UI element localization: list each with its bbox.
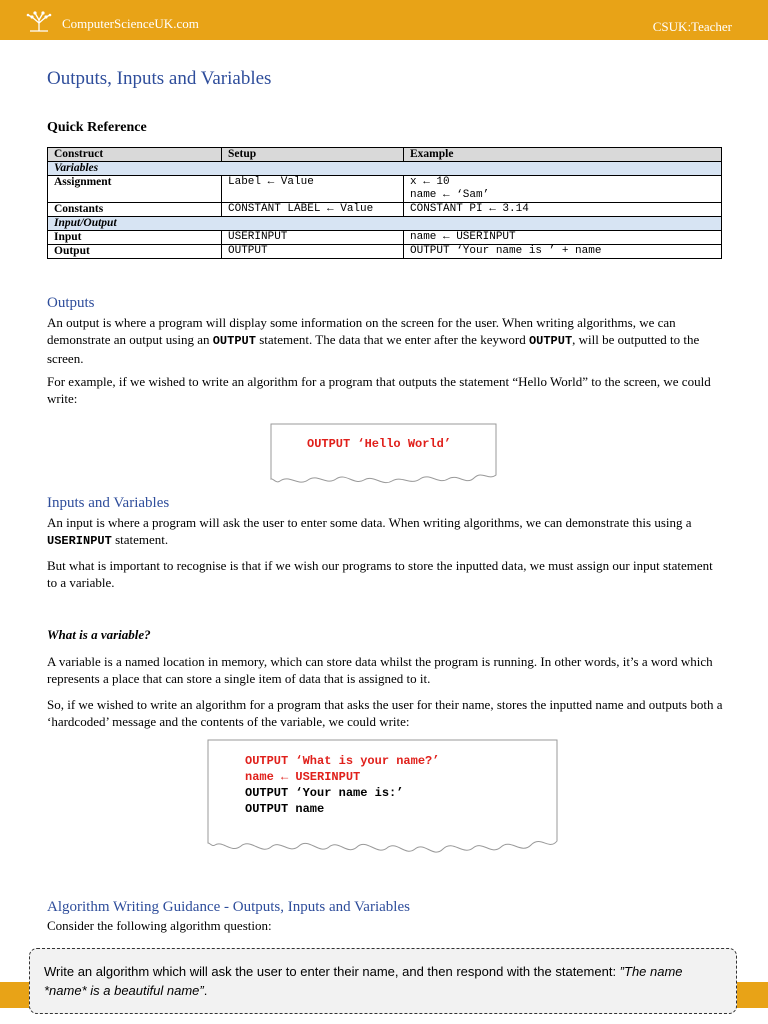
table-row [48,176,722,203]
text-run: statement. [111,532,169,547]
name-program-code-box [207,739,559,869]
example-line: x ← 10 [410,176,450,188]
setup-cell: USERINPUT [222,231,404,245]
inputs-heading: Inputs and Variables [47,495,170,511]
keyword: OUTPUT [528,334,573,348]
column-header: Example [404,148,722,162]
example-cell [404,176,722,203]
quoted-statement: ”The name *name* is a beautiful name” [44,964,683,998]
outputs-example-paragraph: For example, if we wished to write an algorithm for a program that outputs the statement “Hello World” to the screen, we could write: [47,374,711,406]
table-row [48,245,722,259]
tree-logo-icon [24,9,54,33]
page-title: Outputs, Inputs and Variables [47,68,272,89]
algorithm-question-box [29,948,737,1014]
example-cell: name ← USERINPUT [404,231,722,245]
table-row [48,231,722,245]
site-name[interactable]: ComputerScienceUK.com [62,16,199,31]
example-cell: CONSTANT PI ← 3.14 [404,203,722,217]
quick-reference-heading: Quick Reference [47,120,147,135]
outputs-heading: Outputs [47,295,95,311]
code-line: OUTPUT ‘What is your name?’ [245,754,440,768]
variable-definition-paragraph: A variable is a named location in memory, which can store data whilst the program is running. In other words, it’s a word which represents a place that can store a single item of data that is assigned to it. [47,654,713,686]
guidance-intro: Consider the following algorithm question: [47,918,272,933]
torn-paper-frame [270,423,498,493]
outputs-paragraph [47,314,725,367]
variable-example-paragraph: So, if we wished to write an algorithm for a program that asks the user for their name, stores the inputted name and outputs both a ‘hardcoded’ message and the contents of the variable, we could write: [47,697,723,729]
header-tag: CSUK:Teacher [652,19,732,34]
keyword: OUTPUT [212,334,256,348]
code-line: name ← USERINPUT [245,770,361,784]
text-run: . [203,983,208,998]
section-label: Input/Output [48,217,722,231]
code-line: OUTPUT ‘Hello World’ [307,437,452,451]
setup-cell: CONSTANT LABEL ← Value [222,203,404,217]
example-line: name ← ‘Sam’ [410,189,490,201]
column-header: Setup [222,148,404,162]
section-label: Variables [48,162,722,176]
construct-cell: Constants [48,203,222,217]
code-line: OUTPUT ‘Your name is:’ [245,786,404,800]
text-run: An output is where a program will display some information on the screen for the user. When writing algorithms, we can demonstrate an output using an [47,315,676,347]
construct-cell: Output [48,245,222,259]
setup-cell: Label ← Value [222,176,404,203]
table-section-row [48,162,722,176]
inputs-paragraph [47,514,725,550]
keyword: USERINPUT [47,534,112,548]
text-run: , will be outputted to the screen. [47,332,700,366]
header-bar [0,0,768,40]
text-run: Write an algorithm which will ask the user to enter their name, and then respond with the statement: [44,964,620,979]
hello-world-code-box [270,423,498,493]
quick-reference-table [47,147,722,259]
setup-cell: OUTPUT [222,245,404,259]
guidance-heading: Algorithm Writing Guidance - Outputs, Inputs and Variables [47,899,410,915]
table-section-row [48,217,722,231]
code-line: OUTPUT name [245,802,325,816]
text-run: statement. The data that we enter after the keyword [255,332,529,347]
column-header: Construct [48,148,222,162]
table-row [48,203,722,217]
variable-paragraph: But what is important to recognise is that if we wish our programs to store the inputted data, we must assign our input statement to a variable. [47,558,713,590]
construct-cell: Assignment [48,176,222,203]
table-header-row [48,148,722,162]
example-cell: OUTPUT ‘Your name is ’ + name [404,245,722,259]
what-is-variable-heading: What is a variable? [47,627,151,642]
text-run: An input is where a program will ask the user to enter some data. When writing algorithms, we can demonstrate this using a [47,515,692,530]
construct-cell: Input [48,231,222,245]
question-text [44,962,724,1000]
